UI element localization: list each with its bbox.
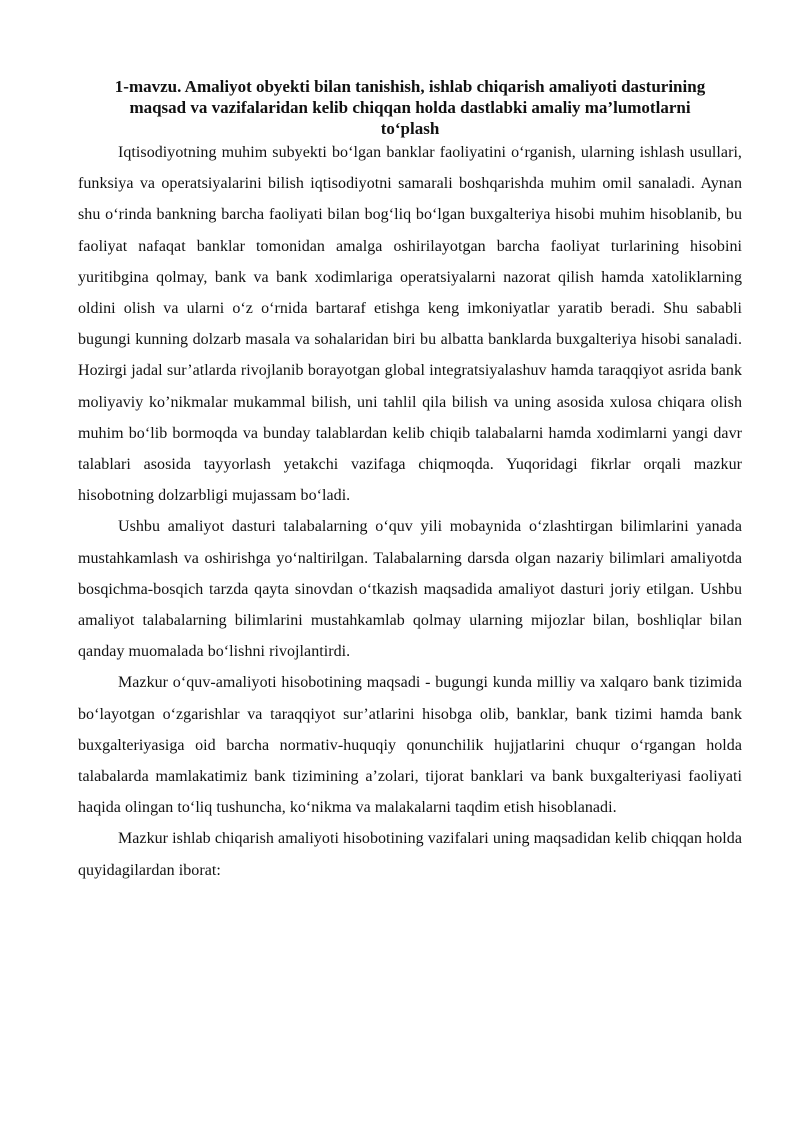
body-paragraph: Iqtisodiyotning muhim subyekti bo‘lgan banklar faoliyatini o‘rganish, ularning ishlash usullari, funksiya va operatsiyalarini bilish iqtisodiyotni samarali boshqarishda muhim omil sanaladi. Aynan shu o‘rinda bankning barcha faoliyati bilan bog‘liq bo‘lgan buxgalteriya hisobi muhim hisoblanib, bu faoliyat nafaqat banklar tomonidan amalga oshirilayotgan barcha faoliyat turlarining hisobini yuritibgina qolmay, bank va bank xodimlariga operatsiyalarni nazorat qilish hamda xatoliklarning oldini olish va ularni o‘z o‘rnida bartaraf etishga keng imkoniyatlar yaratib beradi. Shu sababli bugungi kunning dolzarb masala va sohalaridan biri bu albatta banklarda buxgalteriya hisobi sanaladi. Hozirgi jadal sur’atlarda rivojlanib borayotgan global integratsiyalashuv hamda taraqqiyot asrida bank moliyaviy ko’nikmalar mukammal bilish, uni tahlil qila bilish va uning asosida xulosa chiqara olish muhim bo‘lib bormoqda va bunday talablardan kelib chiqib talabalarni hamda xodimlarni yangi davr talablari asosida tayyorlash yetakchi vazifaga chiqmoqda. Yuqoridagi fikrlar orqali mazkur hisobotning dolzarbligi mujassam bo‘ladi. xyxy=(78,144,742,505)
body-paragraph: Mazkur ishlab chiqarish amaliyoti hisobotining vazifalari uning maqsadidan kelib chiqqan holda quyidagilardan iborat: xyxy=(78,830,742,879)
title-line: 1-mavzu. Amaliyot obyekti bilan tanishish, ishlab chiqarish amaliyoti dasturining xyxy=(114,77,706,96)
body-paragraph: Ushbu amaliyot dasturi talabalarning o‘quv yili mobaynida o‘zlashtirgan bilimlarini yanada mustahkamlash va oshirishga yo‘naltirilgan. Talabalarning darsda olgan nazariy bilimlari amaliyotda bosqichma-bosqich tarzda qayta sinovdan o‘tkazish maqsadida amaliyot dasturi joriy etilgan. Ushbu amaliyot talabalarning bilimlarini mustahkamlab qolmay ularning mijozlar bilan, boshliqlar bilan qanday muomalada bo‘lishni rivojlantirdi. xyxy=(78,518,742,661)
document-page xyxy=(78,76,742,886)
body-paragraph: Mazkur o‘quv-amaliyoti hisobotining maqsadi - bugungi kunda milliy va xalqaro bank tizimida bo‘layotgan o‘zgarishlar va taraqqiyot sur’atlarini hisobga olib, banklar, bank tizimi hamda bank buxgalteriyasiga oid barcha normativ-huquqiy qonunchilik hujjatlarini chuqur o‘rgangan holda talabalarda mamlakatimiz bank tizimining a’zolari, tijorat banklari va bank buxgalteriyasi faoliyati haqida olingan to‘liq tushuncha, ko‘nikma va malakalarni taqdim etish hisoblanadi. xyxy=(78,674,742,817)
document-title xyxy=(78,76,742,139)
title-line: to‘plash xyxy=(380,119,440,138)
title-line: maqsad va vazifalaridan kelib chiqqan holda dastlabki amaliy ma’lumotlarni xyxy=(129,98,691,117)
